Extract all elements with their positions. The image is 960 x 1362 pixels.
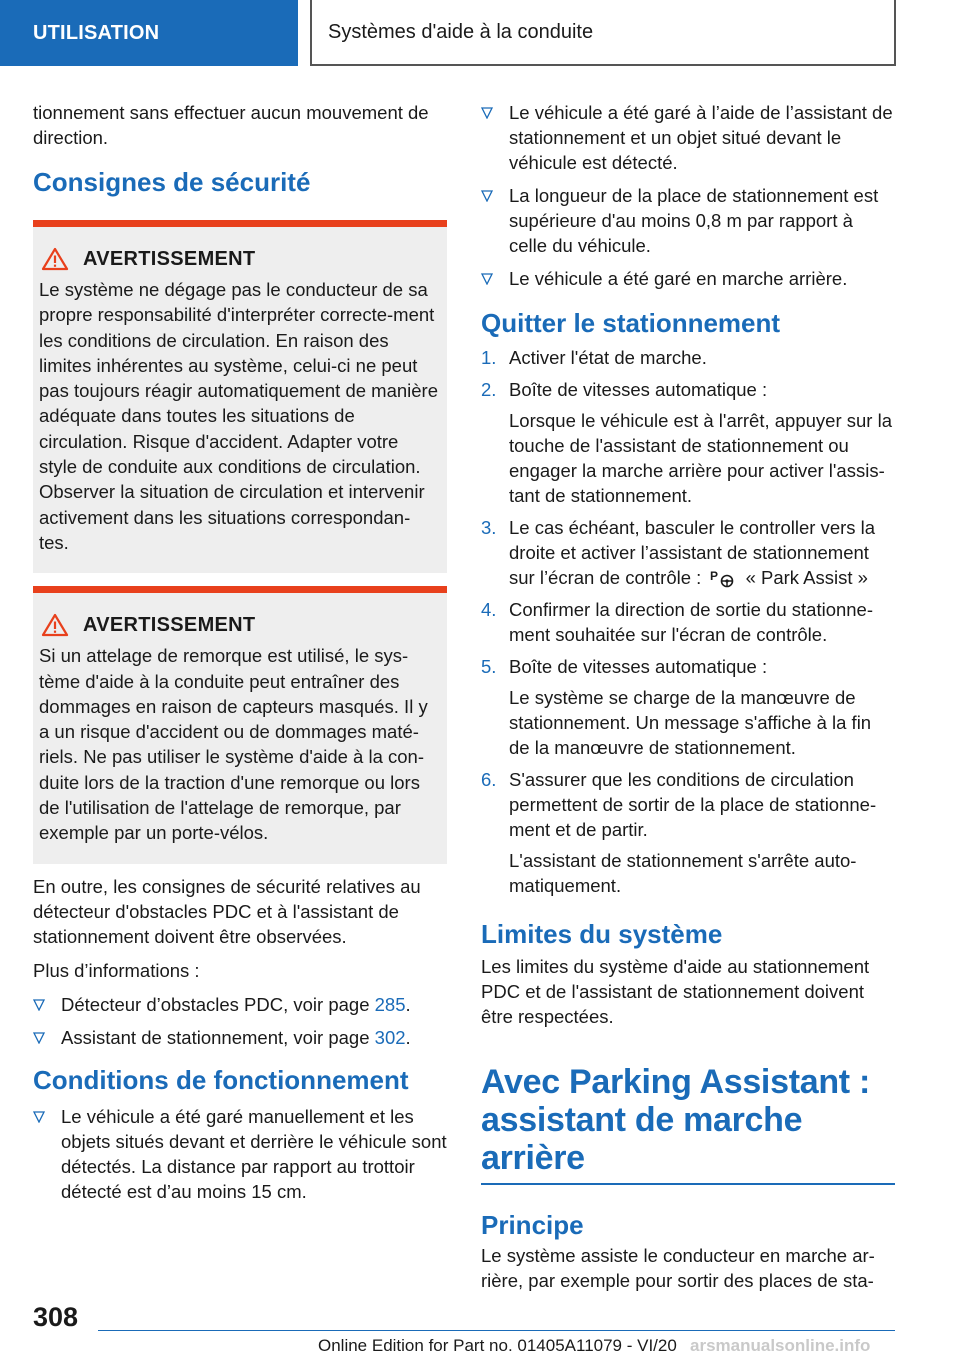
safety-note: En outre, les consignes de sécurité relatives au détecteur d'obstacles PDC et à l'assistant de stationnement doivent être observées. (33, 875, 421, 947)
bullet-triangle-icon (33, 999, 45, 1011)
reference-list (33, 992, 447, 1050)
heading-rule (481, 1183, 895, 1185)
list-item-text: La longueur de la place de stationnement est supérieure d'au moins 0,8 m par rapport à celle du véhicule. (509, 185, 879, 256)
conditions-list-cont (481, 100, 895, 291)
section-tab: UTILISATION (0, 0, 298, 66)
list-item-end: . (405, 993, 411, 1015)
list-item (481, 266, 895, 291)
page-link[interactable]: 302 (374, 1026, 406, 1048)
footer-rule (98, 1330, 895, 1331)
step-number: 6. (481, 769, 497, 790)
page-number: 308 (33, 1302, 79, 1332)
right-column (481, 100, 895, 1293)
svg-text:P: P (710, 569, 719, 583)
step-item (481, 654, 895, 760)
bullet-triangle-icon (481, 273, 493, 285)
step-number: 1. (481, 347, 497, 368)
list-item-text: Détecteur d’obstacles PDC, voir page (61, 993, 375, 1015)
steps-list (481, 345, 895, 898)
footer-watermark: arsmanualsonline.info (690, 1336, 871, 1355)
section-heading: Avec Parking Assistant : assistant de marche arrière (481, 1063, 870, 1177)
footer-edition: Online Edition for Part no. 01405A11079 - VI/20 (318, 1336, 677, 1355)
principle-text: Le système assiste le conducteur en marche ar-rière, par exemple pour sortir des places de sta- (481, 1245, 875, 1291)
left-column (33, 100, 447, 1212)
intro-text: tionnement sans effectuer aucun mouvement de direction. (33, 102, 429, 148)
warning-triangle-icon (41, 613, 69, 637)
park-assist-icon (710, 568, 736, 588)
page-link[interactable]: 285 (374, 993, 406, 1015)
warning-triangle-icon (41, 247, 69, 271)
more-info-label: Plus d’informations : (33, 959, 200, 981)
step-text: Confirmer la direction de sortie du stationne-ment souhaitée sur l'écran de contrôle. (509, 599, 874, 645)
list-item (33, 1025, 447, 1050)
bullet-triangle-icon (481, 190, 493, 202)
list-item (33, 1104, 447, 1204)
step-number: 5. (481, 656, 497, 677)
limits-text: Les limites du système d'aide au stationnement PDC et de l'assistant de stationnement doivent être respectées. (481, 956, 870, 1027)
limits-heading: Limites du système (481, 919, 723, 949)
warning-box-2 (33, 586, 447, 863)
step-subtext: Lorsque le véhicule est à l'arrêt, appuyer sur la touche de l'assistant de stationnement ou engager la marche arrière pour activer l'assis-tant de stationnement. (509, 410, 892, 506)
warning-title: AVERTISSEMENT (83, 613, 256, 636)
bullet-triangle-icon (33, 1032, 45, 1044)
warning-text: Le système ne dégage pas le conducteur de sa propre responsabilité d'interpréter correcte-ment les conditions de circulation. En raison des limites inhérentes au système, celui-ci ne peut pas toujours réagir automatiquement de manière adéquate dans toutes les situations de circulation. Risque d'accident. Adapter votre style de conduite aux conditions de circulation. Observer la situation de circulation et intervenir activement dans les situations correspondan-tes. (39, 279, 439, 553)
safety-heading: Consignes de sécurité (33, 167, 311, 197)
step-number: 2. (481, 379, 497, 400)
step-text: Le cas échéant, basculer le controller vers la droite et activer l’assistant de stationnement sur l’écran de contrôle : (509, 517, 876, 588)
list-item-text: Le véhicule a été garé à l’aide de l’assistant de stationnement et un objet situé devant le véhicule est détecté. (509, 102, 893, 173)
step-subtext: Le système se charge de la manœuvre de stationnement. Un message s'affiche à la fin de la manœuvre de stationnement. (509, 687, 872, 758)
bullet-triangle-icon (33, 1111, 45, 1123)
step-item (481, 767, 895, 898)
step-item (481, 345, 895, 370)
conditions-heading: Conditions de fonctionnement (33, 1064, 409, 1095)
warning-text: Si un attelage de remorque est utilisé, le sys-tème d'aide à la conduite peut entraîner des dommages en raison de capteurs masqués. Il y a un risque d'accident ou de dommages maté-riels. Ne pas utiliser le système d'aide à la con-duite lors de la traction d'une remorque ou lors de l'utilisation de l'attelage de remorque, par exemple par un porte-vélos. (39, 645, 428, 844)
step-text: S'assurer que les conditions de circulation permettent de sortir de la place de stationne-ment et de partir. (509, 769, 877, 840)
chapter-title: Systèmes d'aide à la conduite (310, 0, 896, 66)
list-item (33, 992, 447, 1017)
conditions-list (33, 1104, 447, 1204)
step-text: Boîte de vitesses automatique : (509, 656, 768, 677)
principle-heading: Principe (481, 1210, 584, 1240)
step-text: Boîte de vitesses automatique : (509, 379, 768, 400)
list-item-end: . (405, 1026, 411, 1048)
step-item (481, 515, 895, 590)
step-item (481, 597, 895, 647)
leave-parking-heading: Quitter le stationnement (481, 308, 781, 338)
list-item-text: Le véhicule a été garé manuellement et les objets situés devant et derrière le véhicule sont détectés. La distance par rapport au trottoir détecté est d’au moins 15 cm. (61, 1105, 447, 1202)
warning-title: AVERTISSEMENT (83, 247, 256, 270)
step-subtext: L'assistant de stationnement s'arrête auto-matiquement. (509, 850, 857, 896)
step-text: Activer l'état de marche. (509, 347, 707, 368)
step-item (481, 377, 895, 508)
step-number: 4. (481, 599, 497, 620)
warning-box-1 (33, 220, 447, 573)
list-item-text: Le véhicule a été garé en marche arrière. (509, 268, 848, 289)
list-item (481, 183, 895, 258)
bullet-triangle-icon (481, 107, 493, 119)
list-item-text: Assistant de stationnement, voir page (61, 1026, 375, 1048)
step-text-end: « Park Assist » (745, 567, 868, 588)
step-number: 3. (481, 517, 497, 538)
list-item (481, 100, 895, 175)
